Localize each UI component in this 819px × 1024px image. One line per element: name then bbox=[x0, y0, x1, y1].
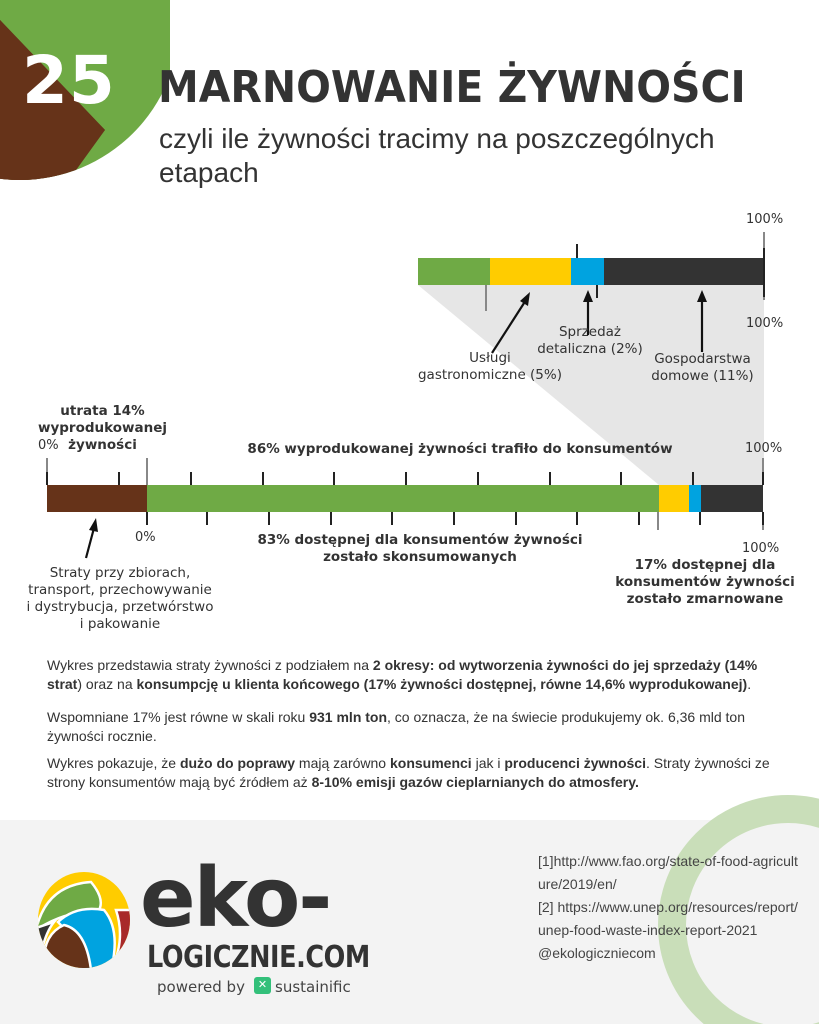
main-bar-0-top: 0% bbox=[38, 438, 59, 453]
label-consumed-83: 83% dostępnej dla konsumentów żywności zostało skonsumowanych bbox=[257, 532, 583, 565]
label-gospodarstwa: Gospodarstwa domowe (11%) bbox=[651, 351, 754, 384]
description-paragraph-1: Wykres przedstawia straty żywności z podziałem na 2 okresy: od wytworzenia żywności do jej sprzedaży (14% strat) oraz na konsumpcję u klienta końcowego (17% żywności dostępnej, równe 14,6% wyprodukowanej). bbox=[47, 657, 758, 692]
badge-number: 25 bbox=[22, 42, 116, 119]
powered-by-label: powered by bbox=[157, 978, 245, 996]
label-to-consumers: 86% wyprodukowanej żywności trafiło do konsumentów bbox=[247, 441, 673, 457]
main-bar-0-bottom: 0% bbox=[135, 530, 156, 545]
zoom-bar-100-top: 100% bbox=[746, 212, 784, 227]
description-paragraph-2: Wspomniane 17% jest równe w skali roku 931 mln ton, co oznacza, że na świecie produkujemy ok. 6,36 mld ton żywności rocznie. bbox=[47, 709, 745, 744]
main-bar bbox=[47, 485, 763, 512]
sustainific-icon: ✕ bbox=[254, 977, 271, 994]
eko-logo-icon bbox=[36, 870, 136, 970]
logo-wordmark: eko- bbox=[140, 851, 331, 946]
label-straty: Straty przy zbiorach, transport, przechowywanie i dystrybucja, przetwórstwo i pakowanie bbox=[26, 565, 214, 632]
main-bar-100-top: 100% bbox=[745, 441, 783, 456]
label-wasted-17: 17% dostępnej dla konsumentów żywności zostało zmarnowane bbox=[615, 557, 795, 607]
bottom-ticks bbox=[147, 512, 763, 530]
social-handle: @ekologiczniecom bbox=[538, 945, 656, 961]
page-subtitle: czyli ile żywności tracimy na poszczególnych etapach bbox=[159, 123, 715, 188]
zoom-bar-100-bottom: 100% bbox=[746, 316, 784, 331]
label-uslugi: Usługi gastronomiczne (5%) bbox=[417, 350, 562, 383]
main-bar-100-bottom: 100% bbox=[742, 541, 780, 556]
references bbox=[538, 850, 798, 965]
loss-arrow bbox=[0, 510, 200, 570]
label-sprzedaz: Sprzedaż detaliczna (2%) bbox=[537, 324, 643, 357]
sponsor-name: sustainific bbox=[275, 978, 351, 996]
reference-1[interactable]: [1]http://www.fao.org/state-of-food-agriculture/2019/en/ bbox=[538, 853, 798, 892]
footer bbox=[0, 820, 819, 1024]
logo-domain: LOGICZNIE.COM bbox=[147, 940, 370, 975]
page-title: MARNOWANIE ŻYWNOŚCI bbox=[158, 62, 746, 113]
description-paragraph-3: Wykres pokazuje, że dużo do poprawy mają zarówno konsumenci jak i producenci żywności. Straty żywności ze strony konsumentów mają być źródłem aż 8-10% emisji gazów cieplarnianych do atmosfery. bbox=[47, 755, 770, 790]
label-loss-14: utrata 14% wyprodukowanej żywności bbox=[37, 403, 167, 453]
reference-2[interactable]: [2] https://www.unep.org/resources/report/unep-food-waste-index-report-2021 bbox=[538, 899, 798, 938]
